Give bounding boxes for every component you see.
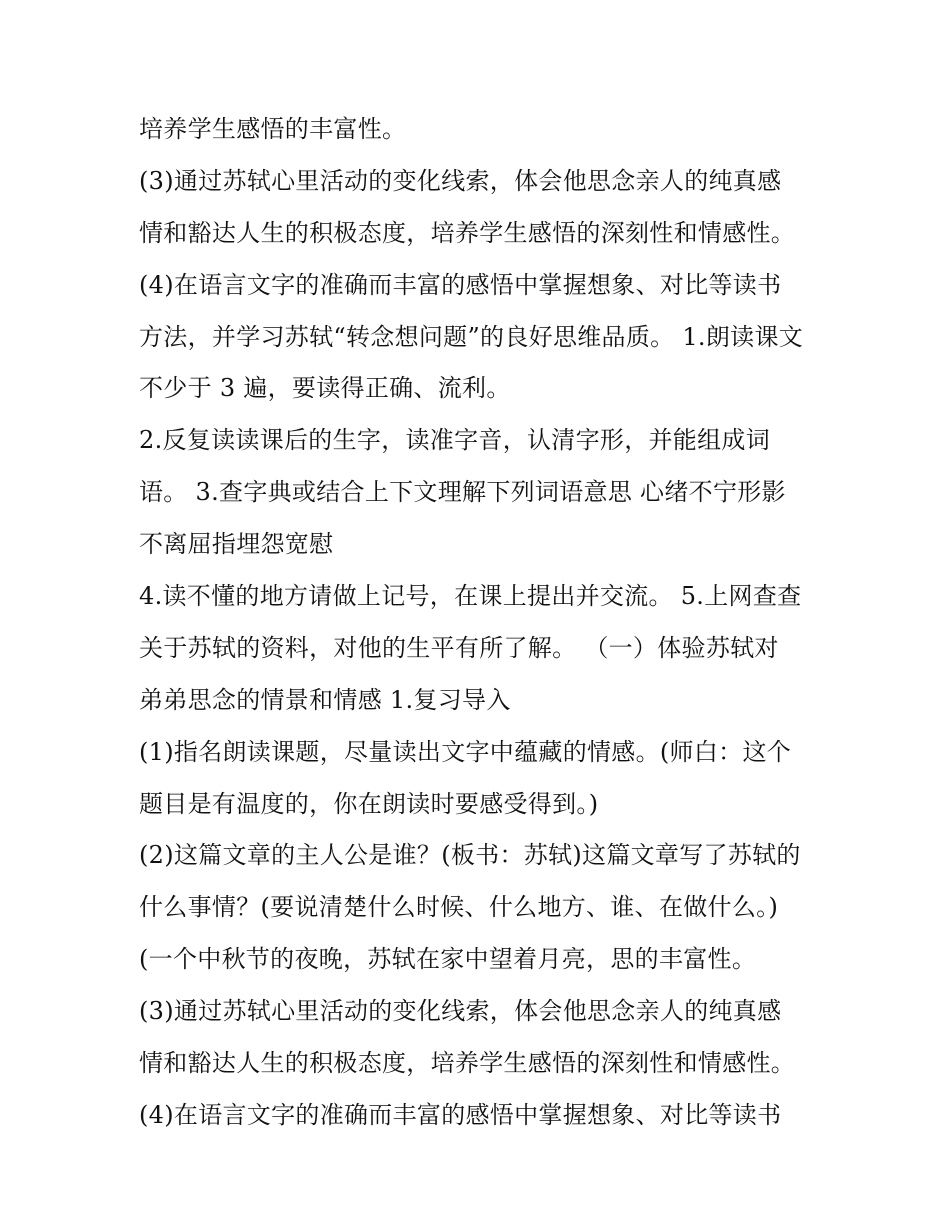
text-line: 2.反复读读课后的生字，读准字音，认清字形，并能组成词 (139, 426, 770, 455)
text-line: 语。 3.查字典或结合上下文理解下列词语意思 心绪不宁形影 (139, 478, 786, 507)
text-line: 方法，并学习苏轼“转念想问题”的良好思维品质。 1.朗读课文 (139, 322, 804, 351)
text-line: 什么事情？(要说清楚什么时候、什么地方、谁、在做什么。) (139, 893, 779, 922)
text-line: 关于苏轼的资料，对他的生平有所了解。 （一）体验苏轼对 (139, 633, 779, 662)
text-line: 4.读不懂的地方请做上记号，在课上提出并交流。 5.上网查查 (139, 582, 802, 611)
text-line: (3)通过苏轼心里活动的变化线索，体会他思念亲人的纯真感 (139, 166, 782, 195)
text-line: 不离屈指埋怨宽慰 (139, 530, 334, 559)
text-line: (2)这篇文章的主人公是谁？(板书：苏轼)这篇文章写了苏轼的 (139, 841, 801, 870)
text-line: (1)指名朗读课题，尽量读出文字中蕴藏的情感。(师白：这个 (139, 737, 792, 766)
text-line: (4)在语言文字的准确而丰富的感悟中掌握想象、对比等读书 (139, 270, 782, 299)
text-line: 情和豁达人生的积极态度，培养学生感悟的深刻性和情感性。 (139, 218, 796, 247)
text-line: (3)通过苏轼心里活动的变化线索，体会他思念亲人的纯真感 (139, 997, 782, 1026)
text-line: 不少于 3 遍，要读得正确、流利。 (139, 374, 511, 403)
text-line: 题目是有温度的，你在朗读时要感受得到。) (139, 789, 599, 818)
text-line: 弟弟思念的情景和情感 1.复习导入 (139, 685, 511, 714)
text-line: 情和豁达人生的积极态度，培养学生感悟的深刻性和情感性。 (139, 1049, 796, 1078)
text-line: (4)在语言文字的准确而丰富的感悟中掌握想象、对比等读书 (139, 1100, 782, 1129)
text-line: (一个中秋节的夜晚，苏轼在家中望着月亮，思的丰富性。 (139, 945, 757, 974)
document-body (139, 104, 829, 1142)
text-line: 培养学生感悟的丰富性。 (139, 115, 407, 143)
